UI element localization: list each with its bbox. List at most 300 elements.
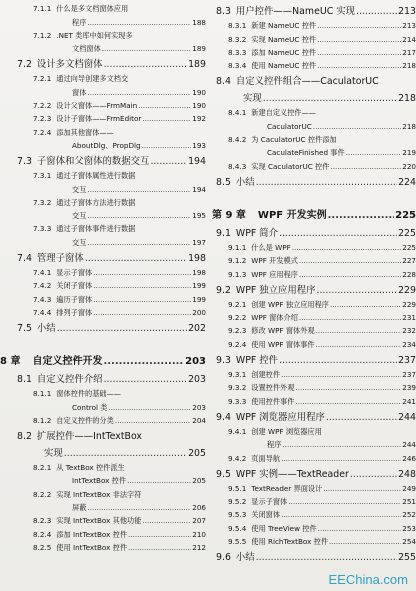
toc-number: 9.3.2 <box>228 383 247 393</box>
leader-dots <box>317 48 401 57</box>
toc-subsection-entry <box>0 290 206 303</box>
toc-page-number: 212 <box>192 542 206 552</box>
toc-page-number: 192 <box>192 114 206 124</box>
toc-title: 文档窗体 <box>72 44 101 54</box>
toc-subsection-entry <box>212 533 416 546</box>
leader-dots <box>87 238 191 247</box>
toc-page-number: 229 <box>398 284 416 296</box>
toc-left-column <box>0 0 206 552</box>
toc-number: 7.5 <box>17 322 32 334</box>
chapter-spacer <box>212 188 416 196</box>
toc-page-number: 205 <box>188 447 206 459</box>
toc-number: 9.1 <box>216 227 231 239</box>
toc-title: TextReader 界面设计 <box>251 483 323 493</box>
toc-subsection-entry <box>212 493 416 506</box>
toc-page-number: 207 <box>192 516 206 526</box>
leader-dots <box>263 93 397 104</box>
toc-subsection-entry <box>212 30 416 43</box>
toc-title: .NET 类库中如何实现多 <box>56 30 133 40</box>
toc-title: WPF 独立应用程序 <box>235 284 316 296</box>
toc-number: 8.4 <box>216 76 231 88</box>
toc-number: 7.2 <box>17 59 32 71</box>
toc-page-number: 200 <box>192 307 206 317</box>
toc-subsection-entry <box>0 0 206 13</box>
toc-number: 9.3.1 <box>228 370 247 380</box>
toc-section-entry <box>0 317 206 334</box>
toc-title: 用户控件——NameUC 实现 <box>235 6 355 17</box>
toc-subsection-entry <box>0 512 206 525</box>
toc-title: 设计子窗体——FrmEditor <box>56 114 142 124</box>
toc-subsection-entry <box>0 385 206 398</box>
toc-page-number: 246 <box>402 453 416 463</box>
toc-page-number: 204 <box>192 415 206 425</box>
leader-dots <box>350 469 397 480</box>
toc-title: 设计父窗体——FrmMain <box>56 101 138 111</box>
toc-entry-continuation <box>212 144 416 157</box>
toc-title: 使用 NameUC 控件 <box>251 61 317 71</box>
toc-number: 9.2 <box>216 284 231 296</box>
toc-title: 使用 RichTextBox 控件 <box>251 537 329 547</box>
leader-dots <box>150 156 187 167</box>
leader-dots <box>142 114 191 123</box>
toc-number: 8.3.4 <box>228 61 247 71</box>
toc-page-number: 210 <box>192 529 206 539</box>
toc-subsection-entry <box>212 480 416 493</box>
toc-page-number: 244 <box>402 440 416 450</box>
leader-dots <box>279 228 397 239</box>
toc-title: 新建自定义控件—— <box>251 108 316 118</box>
toc-subsection-entry <box>212 157 416 170</box>
toc-title: 自定义控件介绍 <box>36 373 103 385</box>
toc-title: WPF 浏览器应用程序 <box>235 411 325 423</box>
toc-subsection-entry <box>0 539 206 552</box>
toc-title: WPF 开发实例 <box>257 209 327 221</box>
toc-page-number: 213 <box>398 6 416 17</box>
toc-page-number: 220 <box>402 161 416 171</box>
toc-section-entry <box>0 425 206 442</box>
leader-dots <box>256 552 397 563</box>
toc-title: 交互 <box>72 237 87 247</box>
toc-title: AboutDlg、PropDlg <box>72 140 141 150</box>
leader-dots <box>328 210 395 222</box>
toc-subsection-entry <box>0 485 206 498</box>
toc-title: 窗体 <box>72 87 87 97</box>
toc-number: 8.5 <box>216 176 231 188</box>
toc-page-number: 203 <box>188 373 206 385</box>
toc-page-number: 225 <box>398 227 416 239</box>
toc-subsection-entry <box>0 110 206 123</box>
toc-section-entry <box>0 247 206 264</box>
leader-dots <box>279 355 397 366</box>
toc-section-entry <box>212 171 416 188</box>
leader-dots <box>93 295 191 304</box>
toc-entry-continuation <box>0 207 206 220</box>
toc-number: 7.4.1 <box>33 268 52 278</box>
toc-page-number: 254 <box>402 537 416 547</box>
toc-number: 9.5.4 <box>228 523 247 533</box>
leader-dots <box>346 148 402 157</box>
toc-page-number: 225 <box>395 209 416 221</box>
leader-dots <box>128 543 191 552</box>
leader-dots <box>299 313 401 322</box>
leader-dots <box>256 177 397 188</box>
toc-title: 自定义控件开发 <box>32 355 103 367</box>
toc-title: 实现 IntTextBox 其他功能 <box>56 516 142 526</box>
toc-subsection-entry <box>212 17 416 30</box>
leader-dots <box>317 61 401 70</box>
toc-number: 9.2.2 <box>228 313 247 323</box>
toc-subsection-entry <box>212 57 416 70</box>
toc-title: 程序 <box>72 17 87 27</box>
leader-dots <box>356 6 397 17</box>
leader-dots <box>104 59 188 70</box>
toc-page-number: 225 <box>402 242 416 252</box>
toc-section-entry <box>212 70 416 87</box>
leader-dots <box>318 524 402 533</box>
toc-number: 9.1.1 <box>228 242 247 252</box>
leader-dots <box>288 497 401 506</box>
toc-number: 8.3.1 <box>228 21 247 31</box>
toc-page-number: 244 <box>398 411 416 423</box>
toc-title: 显示子窗体 <box>251 497 288 507</box>
toc-number: 9.1.2 <box>228 256 247 266</box>
toc-page-number: 202 <box>188 322 206 334</box>
toc-entry-continuation <box>0 40 206 53</box>
toc-subsection-entry <box>0 123 206 136</box>
toc-number: 9.4 <box>216 411 231 423</box>
leader-dots <box>93 268 191 277</box>
toc-page-number: 253 <box>402 523 416 533</box>
toc-entry-continuation <box>0 180 206 193</box>
toc-number: 8 章 <box>0 355 21 367</box>
toc-subsection-entry <box>212 335 416 348</box>
toc-page-number: 237 <box>402 370 416 380</box>
toc-title: CaculatorUC <box>267 121 312 131</box>
toc-number: 9.3.3 <box>228 396 247 406</box>
toc-number: 8.1.1 <box>33 389 52 399</box>
toc-subsection-entry <box>0 97 206 110</box>
toc-title: 扩展控件——IntTextBox <box>36 430 142 442</box>
toc-page-number: 231 <box>402 313 416 323</box>
toc-number: 8.4.2 <box>228 135 247 145</box>
toc-section-entry <box>0 53 206 70</box>
toc-subsection-entry <box>212 449 416 462</box>
toc-page-number: 203 <box>192 402 206 412</box>
toc-number: 9.4.2 <box>228 453 247 463</box>
toc-subsection-entry <box>212 506 416 519</box>
toc-title: 关闭窗体 <box>251 510 281 520</box>
toc-entry-continuation <box>212 87 416 104</box>
toc-number: 9.2.4 <box>228 339 247 349</box>
toc-subsection-entry <box>212 104 416 117</box>
toc-title: 通过向导创建多文档交 <box>56 74 129 84</box>
toc-title: 页面导航 <box>251 453 281 463</box>
toc-title: 什么是 WPF <box>251 242 291 252</box>
toc-subsection-entry <box>0 167 206 180</box>
leader-dots <box>326 412 397 423</box>
toc-page-number: 190 <box>192 101 206 111</box>
toc-number: 7.3.2 <box>33 197 52 207</box>
toc-page-number: 189 <box>188 59 206 71</box>
toc-section-entry <box>212 546 416 563</box>
toc-page-number: 252 <box>402 510 416 520</box>
toc-chapter-entry <box>0 342 206 368</box>
toc-title: 排列子窗体 <box>56 307 93 317</box>
toc-number: 8.1 <box>17 373 32 385</box>
toc-title: 实现 <box>44 447 63 459</box>
toc-number: 8.2.1 <box>33 463 52 473</box>
leader-dots <box>292 243 402 252</box>
toc-number: 8.3.3 <box>228 47 247 57</box>
toc-page-number: 218 <box>398 93 416 105</box>
toc-subsection-entry <box>0 525 206 538</box>
toc-number: 8.2.3 <box>33 516 52 526</box>
watermark: EEChina.com <box>328 572 408 587</box>
toc-entry-continuation <box>0 83 206 96</box>
chapter-spacer <box>0 334 206 342</box>
toc-title: 创建 WPF 浏览器应用 <box>251 426 322 436</box>
toc-title: 创建控件 <box>251 370 281 380</box>
toc-subsection-entry <box>212 252 416 265</box>
toc-page-number: 198 <box>192 268 206 278</box>
toc-page-number: 255 <box>398 552 416 564</box>
toc-number: 7.2.4 <box>33 127 52 137</box>
toc-number: 7.4.2 <box>33 281 52 291</box>
toc-subsection-entry <box>0 194 206 207</box>
toc-page-number: 199 <box>192 281 206 291</box>
toc-title: 通过子窗体方法进行数据 <box>56 197 136 207</box>
toc-number: 7.2.3 <box>33 114 52 124</box>
toc-title: 遍历子窗体 <box>56 294 93 304</box>
leader-dots <box>282 440 401 449</box>
toc-title: 窗体控件的基础—— <box>56 389 121 399</box>
toc-title: 实现 <box>243 93 262 105</box>
toc-page-number: 219 <box>402 148 416 158</box>
toc-subsection-entry <box>0 277 206 290</box>
toc-number: 9.2.3 <box>228 326 247 336</box>
toc-section-entry <box>212 222 416 239</box>
leader-dots <box>93 281 191 290</box>
leader-dots <box>142 141 192 150</box>
toc-page-number: 199 <box>192 294 206 304</box>
toc-page-number: 224 <box>398 176 416 188</box>
toc-entry-continuation <box>0 137 206 150</box>
toc-title: IntTextBox 控件 <box>72 476 127 486</box>
toc-subsection-entry <box>212 131 416 144</box>
toc-number: 9.2.1 <box>228 299 247 309</box>
toc-page-number: 248 <box>398 468 416 480</box>
toc-page-number: 188 <box>192 17 206 27</box>
toc-number: 8.2 <box>17 430 32 442</box>
leader-dots <box>115 416 191 425</box>
leader-dots <box>87 18 191 27</box>
toc-title: 通过子窗体属性进行数据 <box>56 171 136 181</box>
leader-dots <box>323 484 401 493</box>
toc-title: 自定义控件组合——CaculatorUC <box>235 76 379 88</box>
leader-dots <box>295 383 401 392</box>
toc-subsection-entry <box>0 220 206 233</box>
toc-number: 8.2.2 <box>33 489 52 499</box>
leader-dots <box>142 516 191 525</box>
toc-title: 添加其他窗体—— <box>56 127 114 137</box>
toc-subsection-entry <box>0 27 206 40</box>
toc-title: 使用 TreeView 控件 <box>251 523 317 533</box>
toc-title: 设计多文档窗体 <box>36 59 103 71</box>
toc-number: 7.3.1 <box>33 171 52 181</box>
toc-page-number: 251 <box>402 497 416 507</box>
toc-number: 8.3 <box>216 6 231 17</box>
toc-page-number: 189 <box>192 44 206 54</box>
toc-title: 添加 NameUC 控件 <box>251 47 317 57</box>
toc-page-number: 194 <box>192 184 206 194</box>
toc-title: 子窗体和父窗体的数据交互 <box>36 155 150 167</box>
toc-title: 实现 IntTextBox 非法字符 <box>56 489 142 499</box>
leader-dots <box>87 88 191 97</box>
toc-number: 9.5.1 <box>228 483 247 493</box>
leader-dots <box>299 270 401 279</box>
leader-dots <box>104 374 188 385</box>
leader-dots <box>317 21 401 30</box>
toc-title: 什么是多文档窗体应用 <box>56 4 129 14</box>
leader-dots <box>85 253 187 264</box>
toc-section-entry <box>0 368 206 385</box>
leader-dots <box>127 476 191 485</box>
toc-number: 7.4.3 <box>33 294 52 304</box>
leader-dots <box>330 300 401 309</box>
toc-page-number: 249 <box>402 483 416 493</box>
toc-number: 7.2.1 <box>33 74 52 84</box>
toc-subsection-entry <box>0 304 206 317</box>
toc-title: 交互 <box>72 184 87 194</box>
toc-number: 7.4.4 <box>33 307 52 317</box>
toc-page-number: 218 <box>402 121 416 131</box>
toc-title: WPF 简介 <box>235 227 278 239</box>
toc-section-entry <box>212 0 416 17</box>
toc-page-number: 198 <box>188 252 206 264</box>
toc-title: 屏蔽 <box>72 503 87 513</box>
toc-number: 7.1.2 <box>33 30 52 40</box>
toc-subsection-entry <box>212 265 416 278</box>
toc-chapter-entry <box>212 196 416 222</box>
leader-dots <box>329 537 401 546</box>
toc-subsection-entry <box>0 70 206 83</box>
toc-title: WPF 应用程序 <box>251 269 298 279</box>
toc-number: 9.6 <box>216 552 231 564</box>
leader-dots <box>317 35 401 44</box>
toc-entry-continuation <box>0 442 206 459</box>
toc-page-number: 217 <box>402 47 416 57</box>
toc-number: 9.5 <box>216 468 231 480</box>
toc-number: 8.4.3 <box>228 161 247 171</box>
toc-title: 修改 WPF 窗体外观 <box>251 326 315 336</box>
leader-dots <box>316 326 402 335</box>
toc-entry-continuation <box>0 13 206 26</box>
toc-title: WPF 实例——TextReader <box>235 468 349 480</box>
toc-number: 第 9 章 <box>212 209 246 221</box>
toc-subsection-entry <box>212 423 416 436</box>
toc-title: 使用控件事件 <box>251 396 295 406</box>
leader-dots <box>87 503 191 512</box>
toc-section-entry <box>0 150 206 167</box>
toc-subsection-entry <box>212 239 416 252</box>
toc-number: 8.1.2 <box>33 415 52 425</box>
toc-number: 9.3 <box>216 354 231 366</box>
toc-title: 小结 <box>235 552 255 564</box>
leader-dots <box>128 530 191 539</box>
toc-subsection-entry <box>212 379 416 392</box>
toc-page-number: 234 <box>402 339 416 349</box>
toc-section-entry <box>212 406 416 423</box>
toc-page-number: 190 <box>192 87 206 97</box>
toc-title: 设置控件外观 <box>251 383 295 393</box>
toc-title: 小结 <box>235 176 255 188</box>
toc-page-number: 218 <box>402 61 416 71</box>
leader-dots <box>108 403 191 412</box>
toc-page-number: 214 <box>402 34 416 44</box>
toc-subsection-entry <box>0 412 206 425</box>
toc-title: 程序 <box>267 440 282 450</box>
toc-title: 显示子窗体 <box>56 268 93 278</box>
toc-subsection-entry <box>212 296 416 309</box>
toc-number: 8.3.2 <box>228 34 247 44</box>
leader-dots <box>64 448 187 459</box>
leader-dots <box>316 285 397 296</box>
toc-subsection-entry <box>0 264 206 277</box>
toc-title: Control 类 <box>72 402 108 412</box>
toc-number: 9.5.2 <box>228 497 247 507</box>
toc-page-number: 195 <box>192 211 206 221</box>
toc-subsection-entry <box>0 459 206 472</box>
toc-page-number: 237 <box>398 354 416 366</box>
toc-page-number: 194 <box>188 155 206 167</box>
leader-dots <box>313 122 401 131</box>
toc-page-number: 228 <box>402 269 416 279</box>
toc-subsection-entry <box>212 309 416 322</box>
toc-title: 使用 WPF 窗体事件 <box>251 339 315 349</box>
toc-number: 7.3.3 <box>33 224 52 234</box>
leader-dots <box>330 162 401 171</box>
toc-number: 8.2.4 <box>33 529 52 539</box>
toc-number: 7.1.1 <box>33 4 52 14</box>
leader-dots <box>138 101 191 110</box>
toc-subsection-entry <box>212 519 416 532</box>
toc-page-number: 232 <box>402 326 416 336</box>
toc-title: 自定义控件的分类 <box>56 415 114 425</box>
toc-page-number: 241 <box>402 396 416 406</box>
toc-number: 8.4.1 <box>228 108 247 118</box>
toc-title: 为 CaculatorUC 控件添加 <box>251 135 337 145</box>
toc-title: 创建 WPF 独立应用程序 <box>251 299 329 309</box>
toc-page-number: 227 <box>402 256 416 266</box>
toc-entry-continuation <box>212 117 416 130</box>
toc-title: 实现 NameUC 控件 <box>251 34 317 44</box>
toc-title: 交互 <box>72 211 87 221</box>
toc-title: WPF 控件 <box>235 354 278 366</box>
toc-subsection-entry <box>212 392 416 405</box>
leader-dots <box>87 211 191 220</box>
toc-number: 7.2.2 <box>33 101 52 111</box>
toc-section-entry <box>212 463 416 480</box>
toc-subsection-entry <box>212 44 416 57</box>
toc-title: 通过子窗体事件进行数据 <box>56 224 136 234</box>
toc-title: 关闭子窗体 <box>56 281 93 291</box>
leader-dots <box>102 44 192 53</box>
toc-page-number: 197 <box>192 237 206 247</box>
toc-subsection-entry <box>212 322 416 335</box>
toc-page-number: 213 <box>402 21 416 31</box>
toc-page-number: 193 <box>192 140 206 150</box>
toc-number: 7.3 <box>17 155 32 167</box>
